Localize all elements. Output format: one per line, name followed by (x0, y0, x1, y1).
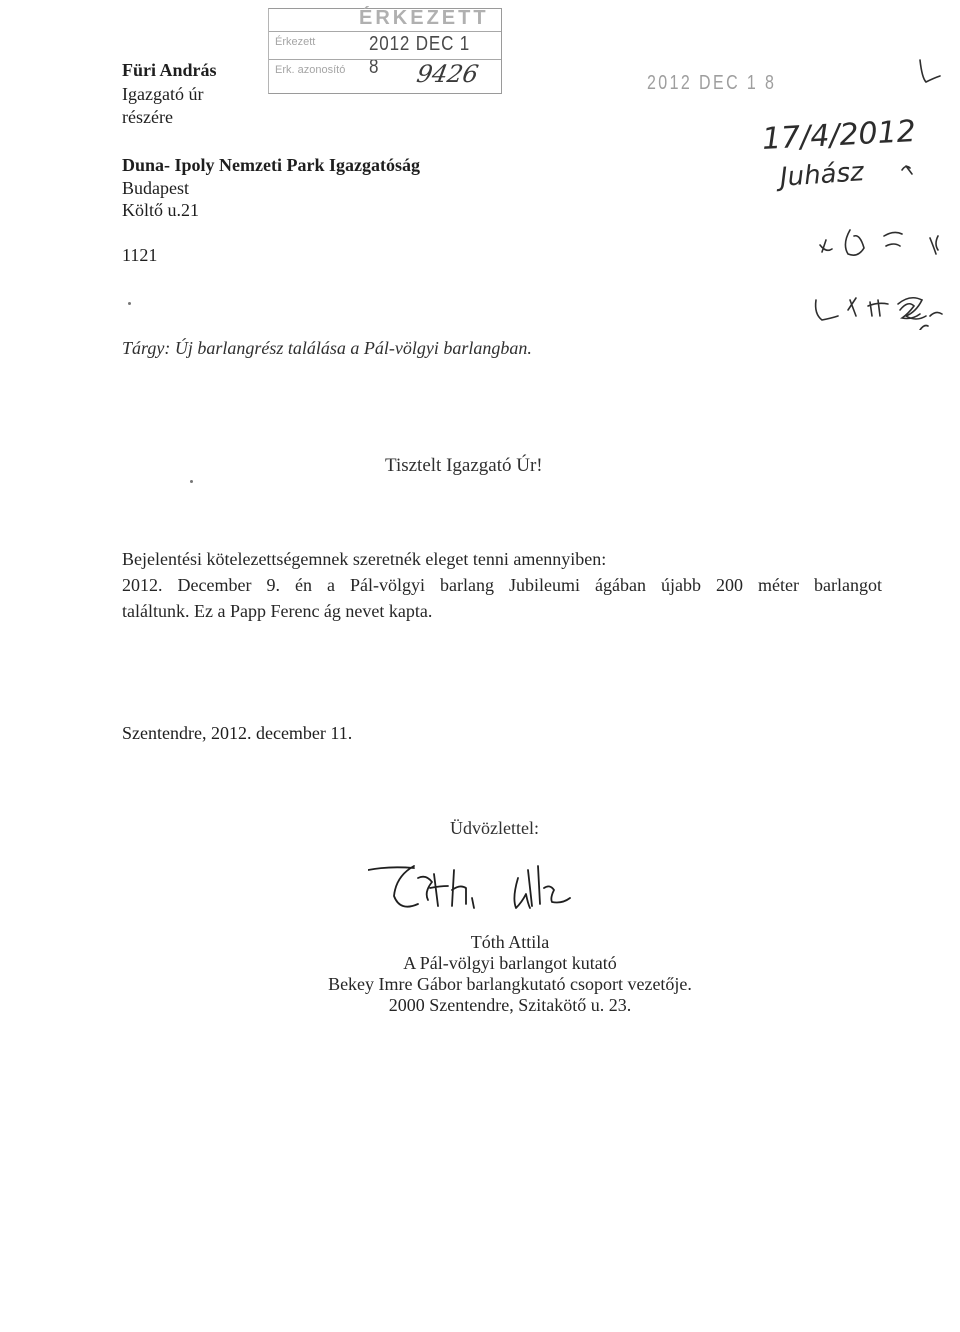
recipient-postal-code: 1121 (122, 245, 158, 265)
signer-name: Tóth Attila (470, 932, 550, 952)
recipient-organization: Duna- Ipoly Nemzeti Park Igazgatóság (122, 155, 420, 175)
handwritten-name-note: Juhász (779, 157, 865, 193)
signer-address: 2000 Szentendre, Szitakötő u. 23. (388, 995, 632, 1015)
recipient-title: Igazgató úr (122, 84, 204, 104)
received-stamp (268, 8, 502, 94)
greeting: Tisztelt Igazgató Úr! (385, 455, 543, 476)
scan-speck (190, 480, 193, 483)
scan-speck-2 (128, 302, 131, 305)
signature-block (280, 930, 740, 1016)
body-line-1: Bejelentési kötelezettségemnek szeretnék eleget tenni amennyiben: (122, 549, 607, 569)
closing: Üdvözlettel: (450, 818, 539, 838)
subject-line: Tárgy: Új barlangrész találása a Pál-völgyi barlangban. (122, 338, 532, 358)
signer-role-2: Bekey Imre Gábor barlangkutató csoport vezetője. (328, 974, 692, 994)
stamp-reg-label: Erk. azonosító (275, 64, 346, 76)
signer-role-1: A Pál-völgyi barlangot kutató (403, 953, 617, 973)
body-paragraph (122, 546, 882, 624)
second-date-stamp: 2012 DEC 1 8 (647, 72, 777, 94)
stamp-reg-number: 9426 (414, 60, 481, 88)
handwritten-scribbles (780, 40, 960, 330)
body-line-3: találtunk. Ez a Papp Ferenc ág nevet kapta. (122, 601, 433, 621)
recipient-for: részére (122, 107, 173, 127)
stamp-title: ÉRKEZETT (359, 7, 489, 29)
body-line-2: 2012. December 9. én a Pál-völgyi barlang Jubileumi ágában újabb 200 méter barlangot (122, 575, 882, 595)
place-date: Szentendre, 2012. december 11. (122, 723, 353, 743)
stamp-received-date: 2012 DEC 1 8 (369, 33, 471, 78)
stamp-received-label: Érkezett (275, 36, 316, 48)
recipient-city: Budapest (122, 178, 189, 198)
handwritten-scribble-bottom (840, 290, 950, 330)
signature (368, 848, 598, 928)
recipient-street: Költő u.21 (122, 200, 200, 220)
handwritten-date-note: 17/4/2012 (761, 113, 917, 158)
recipient-name: Füri András (122, 60, 217, 80)
stamp-row-reg (269, 59, 501, 92)
